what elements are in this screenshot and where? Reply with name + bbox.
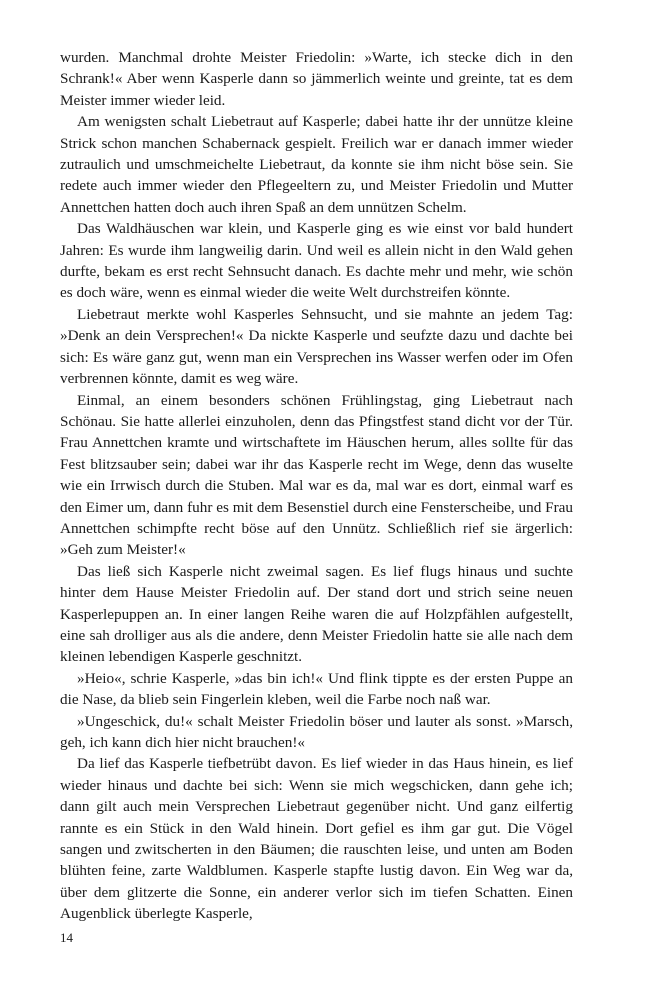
paragraph-3: Das Waldhäuschen war klein, und Kasperle ging es wie einst vor bald hundert Jahren: Es wurde ihm langweilig darin. Und weil es allein nicht in den Wald gehen durfte, bekam es erst recht Sehnsucht danach. Es dachte mehr und mehr, wie schön es doch wäre, wenn es einmal wieder die weite Welt durchstreifen könnte. bbox=[60, 220, 573, 302]
paragraph-7: »Heio«, schrie Kasperle, »das bin ich!« Und flink tippte es der ersten Puppe an die Nase, da blieb sein Fingerlein kleben, weil die Farbe noch naß war. bbox=[60, 669, 573, 709]
page-number: 14 bbox=[60, 930, 73, 945]
paragraph-9: Da lief das Kasperle tiefbetrübt davon. Es lief wieder in das Haus hinein, es lief wieder hinaus und dachte bei sich: Wenn sie mich wegschicken, dann gehe ich; dann gilt auch mein Versprechen Liebetraut gegenüber nicht. Und ganz eilfertig rannte es ein Stück in den Wald hinein. Dort gefiel es ihm gar gut. Die Vögel sangen und zwitscherten in den Bäumen; die rauschten leise, und unten am Boden blühten feine, zarte Waldblumen. Kasperle stapfte lustig davon. Ein Weg war da, über dem glitzerte die Sonne, ein anderer verlor sich im tiefen Schatten. Einen Augenblick überlegte Kasperle, bbox=[60, 755, 573, 923]
paragraph-8: »Ungeschick, du!« schalt Meister Friedolin böser und lauter als sonst. »Marsch, geh, ich kann dich hier nicht brauchen!« bbox=[60, 712, 573, 751]
paragraph-1: wurden. Manchmal drohte Meister Friedolin: »Warte, ich stecke dich in den Schrank!« Aber wenn Kasperle dann so jämmerlich weinte und greinte, tat es dem Meister immer wieder leid. bbox=[60, 49, 573, 109]
page-body bbox=[60, 47, 573, 925]
paragraph-6: Das ließ sich Kasperle nicht zweimal sagen. Es lief flugs hinaus und suchte hinter dem Hause Meister Friedolin auf. Der stand dort und strich seine neuen Kasperlepuppen an. In einer langen Reihe waren die auf Holzpfählen aufgestellt, eine sah drolliger aus als die andere, denn Meister Friedolin hatte sie alle nach dem kleinen lebendigen Kasperle geschnitzt. bbox=[60, 562, 573, 666]
paragraph-4: Liebetraut merkte wohl Kasperles Sehnsucht, und sie mahnte an jedem Tag: »Denk an dein Versprechen!« Da nickte Kasperle und seufzte dazu und dachte bei sich: Es wäre ganz gut, wenn man ein Versprechen ins Wasser werfen oder im Ofen verbrennen könnte, damit es weg wäre. bbox=[60, 305, 573, 388]
paragraph-2: Am wenigsten schalt Liebetraut auf Kasperle; dabei hatte ihr der unnütze kleine Strick schon manchen Schabernack gespielt. Freilich war er danach immer wieder zutraulich und umschmeichelte Liebetraut, da konnte sie ihm nicht böse sein. Sie redete auch immer wieder den Pflegeeltern zu, und Meister Friedolin und Mutter Annettchen hatten doch auch ihren Spaß an dem unnützen Schelm. bbox=[60, 113, 573, 216]
paragraph-5: Einmal, an einem besonders schönen Frühlingstag, ging Liebetraut nach Schönau. Sie hatte allerlei einzuholen, denn das Pfingstfest stand dicht vor der Tür. Frau Annettchen kramte und wirtschaftete im Häuschen herum, alles sollte für das Fest blitzsauber sein; dabei war ihr das Kasperle recht im Wege, denn das wuselte wie ein Irrwisch durch die Stuben. Mal war es da, mal war es dort, einmal warf es den Eimer um, dann fuhr es mit dem Besenstiel durch eine Fensterscheibe, und Frau Annettchen schimpfte recht böse auf den Unnütz. Schließlich rief sie ärgerlich: »Geh zum Meister!« bbox=[60, 391, 573, 559]
